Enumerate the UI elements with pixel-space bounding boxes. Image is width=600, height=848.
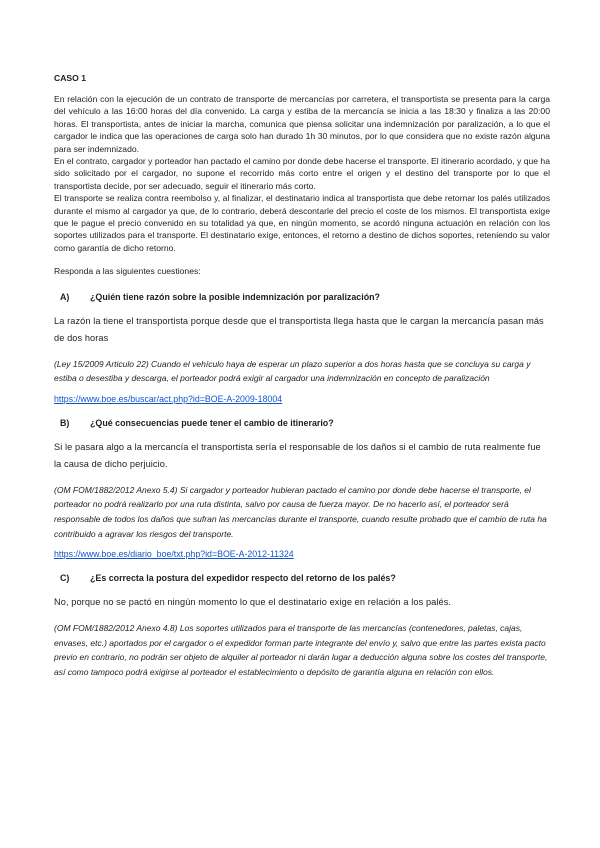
- questions-intro: Responda a las siguientes cuestiones:: [54, 266, 201, 277]
- question-b-answer: Si le pasara algo a la mercancía el transportista sería el responsable de los daños si el cambio de ruta realmente fue la causa de dicho perjuicio.: [54, 441, 541, 469]
- question-text: ¿Qué consecuencias puede tener el cambio de itinerario?: [90, 417, 334, 428]
- question-letter: A): [60, 291, 70, 302]
- question-c-citation: (OM FOM/1882/2012 Anexo 4.8) Los soportes utilizados para el transporte de las mercancías (contenedores, paletas, cajas, envases, etc.) aportados por el cargador o el expedidor forman parte integrante del envío y, salvo que entre las partes exista pacto previo en contrario, no podrán ser objeto de alquiler al porteador ni darán lugar a deducción alguna sobre los costes del transporte, así como tampoco podrá exigirse al porteador el establecimiento o depósito de garantía alguna en relación con ellos.: [54, 623, 548, 678]
- question-letter: B): [60, 417, 70, 428]
- question-b-heading: [54, 418, 550, 428]
- question-a-heading: [54, 292, 550, 302]
- case-paragraph: En relación con la ejecución de un contrato de transporte de mercancías por carretera, el transportista se presenta para la carga del vehículo a las 16:00 horas del día convenido. La carga y estiba de la mercancía se inicia a las 18:30 y finaliza a las 20:00 horas. El transportista, antes de iniciar la marcha, comunica que piensa solicitar una indemnización por paralización, a lo que el cargador le indica que las operaciones de carga solo han durado 1h 30 minutos, por lo que considera que no existe razón alguna para ser indemnizado.: [54, 94, 550, 154]
- case-title: CASO 1: [54, 73, 86, 83]
- question-a-answer: La razón la tiene el transportista porque desde que el transportista llega hasta que le cargan la mercancía pasan más de dos horas: [54, 315, 544, 343]
- case-paragraph: En el contrato, cargador y porteador han pactado el camino por donde debe hacerse el transporte. El itinerario acordado, y que ha sido solicitado por el cargador, no supone el recorrido más corto entre el origen y el destino del transporte por lo que el transportista decide, por ser adecuado, seguir el itinerario más corto.: [54, 156, 550, 191]
- question-c-heading: [54, 573, 550, 583]
- case-paragraph: El transporte se realiza contra reembolso y, al finalizar, el destinatario indica al transportista que debe retornar los palés utilizados durante el mismo al cargador ya que, de lo contrario, deberá descontarle del precio el coste de los mismos. El transportista exige que le pague el precio convenido en su totalidad ya que, en ningún momento, se acordó ninguna actuación en relación con los soportes utilizados para el transporte. El destinatario exige, entonces, el retorno a destino de dichos soportes, reteniendo su valor como garantía de dicho retorno.: [54, 193, 550, 253]
- question-b-citation: (OM FOM/1882/2012 Anexo 5.4) Si cargador y porteador hubieran pactado el camino por donde debe hacerse el transporte, el porteador no podrá realizarlo por una ruta distinta, salvo por causa de fuerza mayor. De no hacerlo así, el porteador será responsable de todos los daños que sufran las mercancías durante el transporte, cuando resulte probado que el cambio de ruta ha contribuido a agravar los riesgos del transporte.: [54, 484, 547, 539]
- question-text: ¿Es correcta la postura del expedidor respecto del retorno de los palés?: [90, 573, 396, 584]
- question-b-link[interactable]: https://www.boe.es/diario_boe/txt.php?id=BOE-A-2012-11324: [54, 549, 294, 560]
- question-c-answer: No, porque no se pactó en ningún momento lo que el destinatario exige en relación a los palés.: [54, 597, 452, 608]
- question-a-citation: (Ley 15/2009 Articulo 22) Cuando el vehículo haya de esperar un plazo superior a dos horas hasta que se concluya su carga y estiba o desestiba y descarga, el porteador podrá exigir al cargador una indemnización en concepto de paralización: [54, 358, 531, 384]
- question-letter: C): [60, 573, 70, 584]
- question-text: ¿Quién tiene razón sobre la posible indemnización por paralización?: [90, 291, 380, 302]
- question-a-link[interactable]: https://www.boe.es/buscar/act.php?id=BOE-A-2009-18004: [54, 393, 283, 404]
